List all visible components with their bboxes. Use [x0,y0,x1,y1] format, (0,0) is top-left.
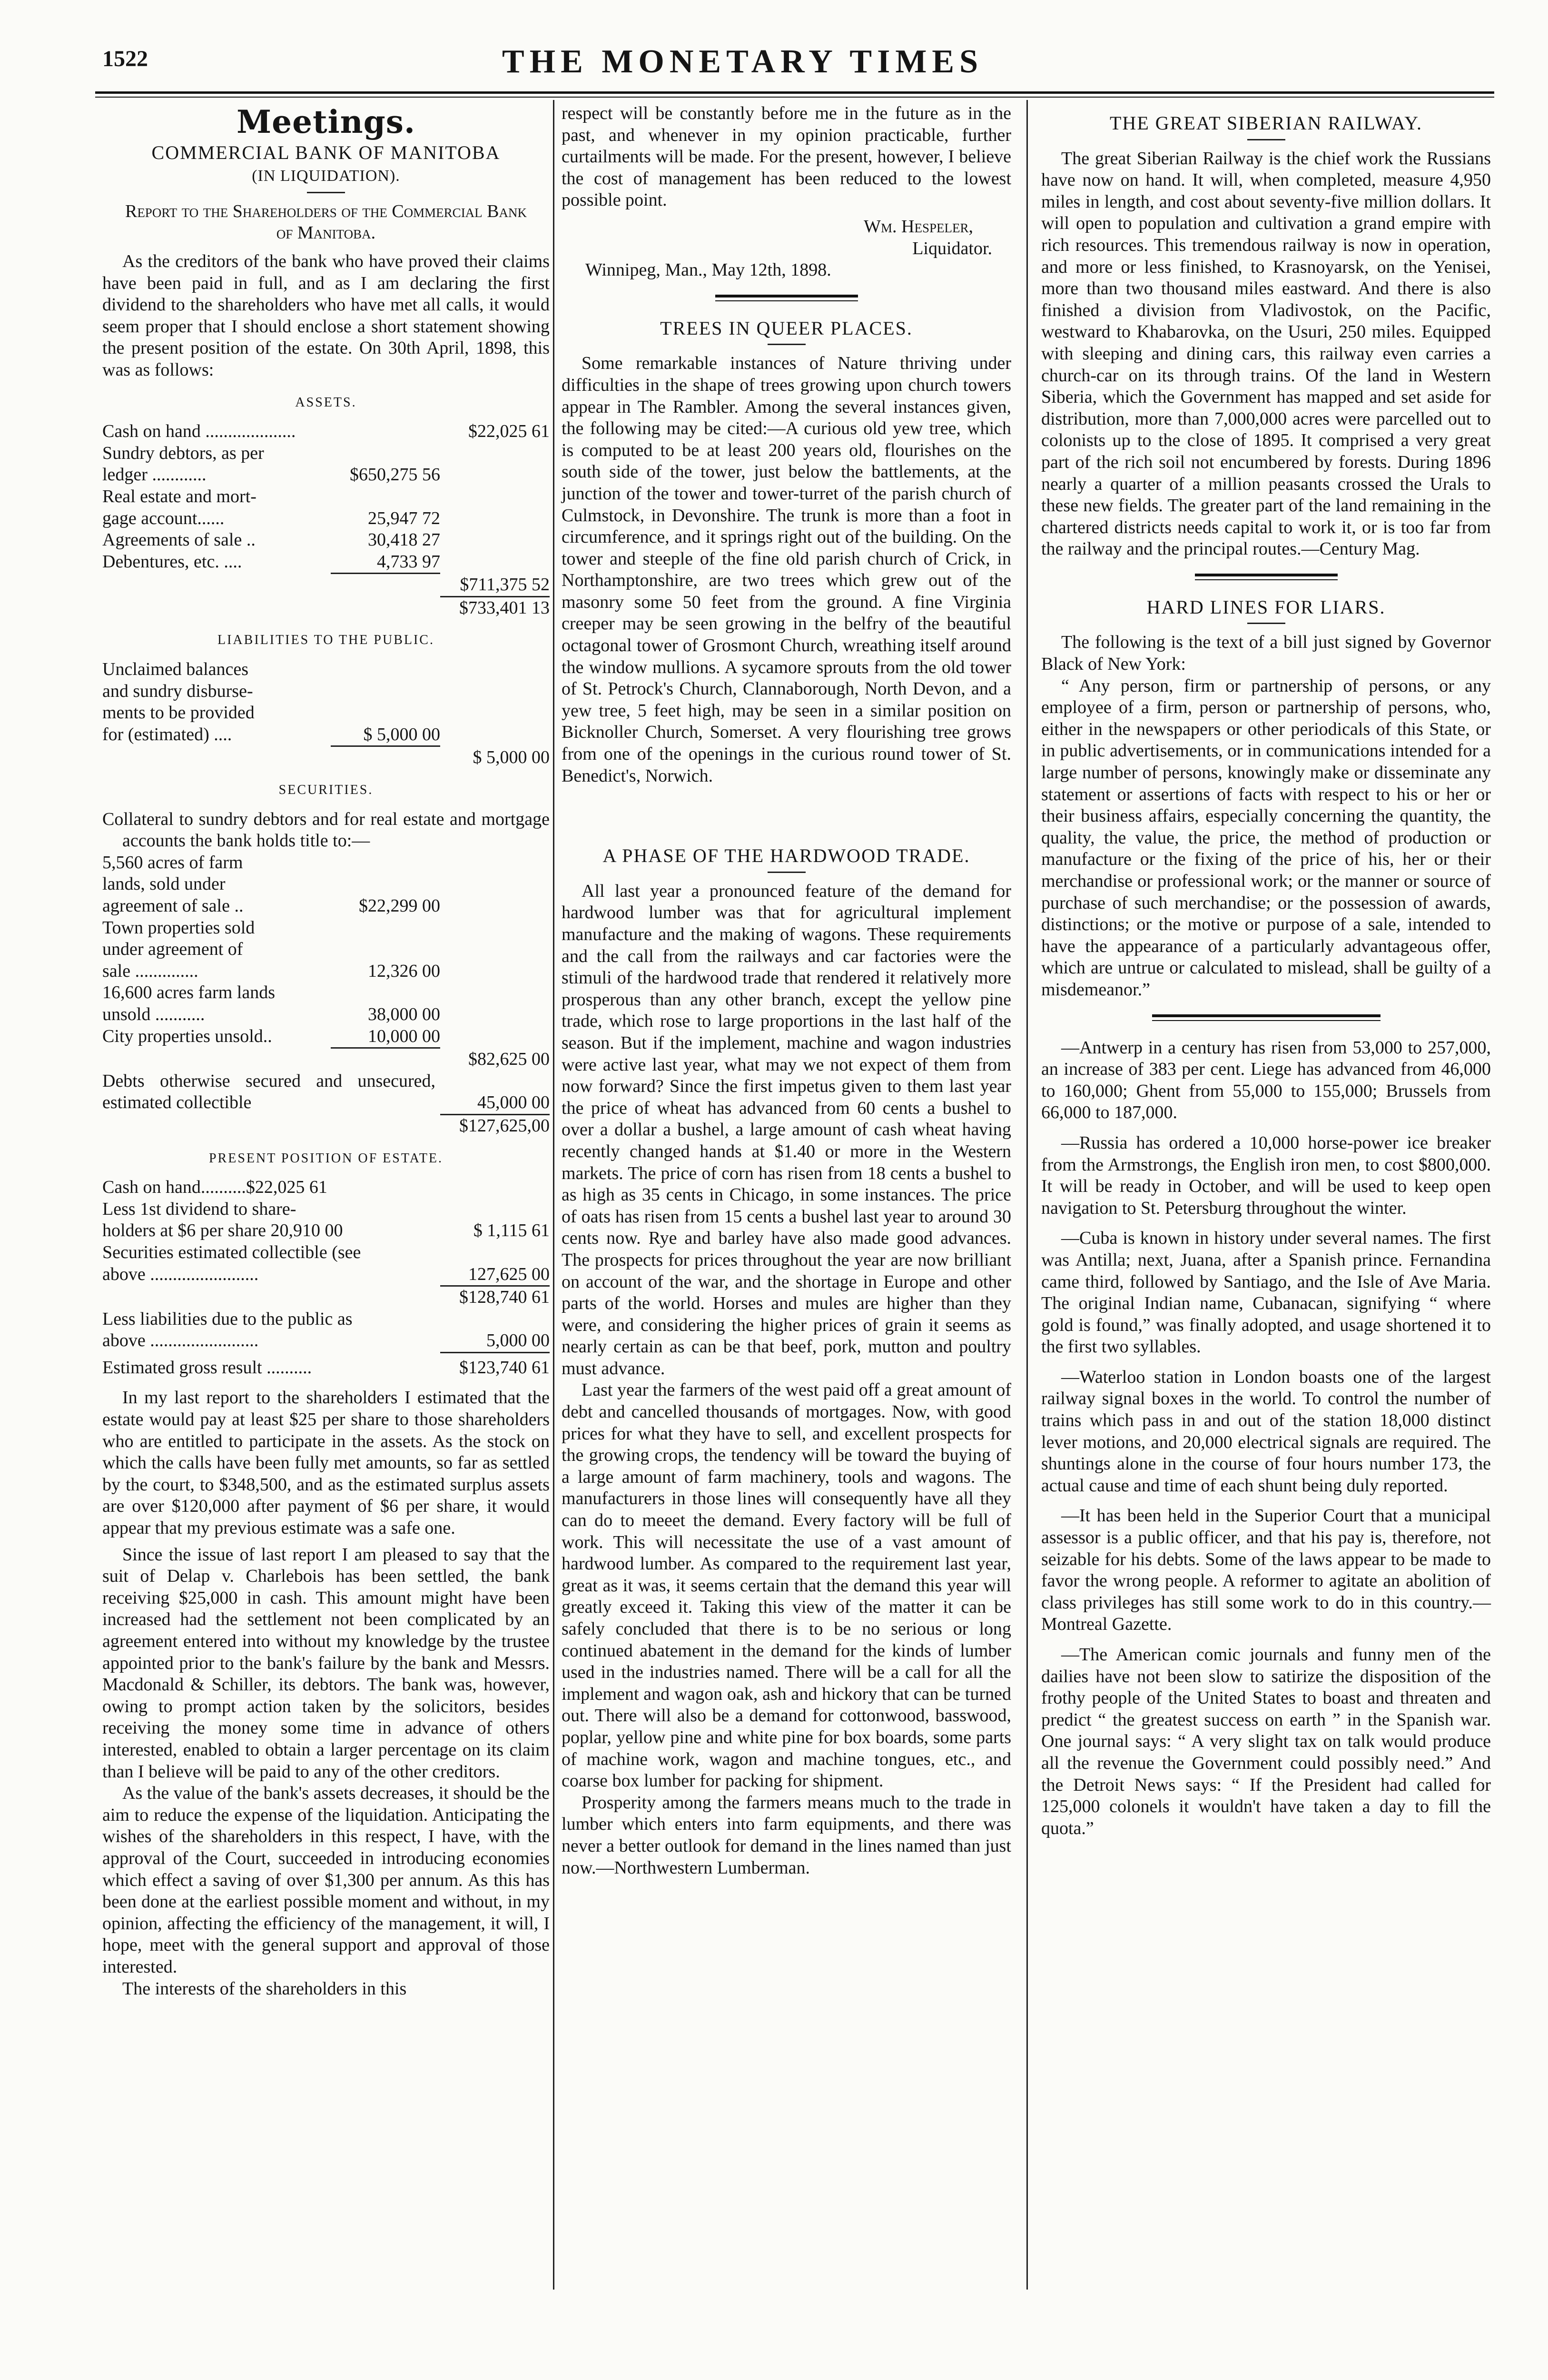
table-row: $128,740 61 [459,1287,550,1308]
table-row: and sundry disburse- [102,681,253,701]
news-item: —Waterloo station in London boasts one of the largest railway signal boxes in the world. To control the number of trains which pass in and out of the station 18,000 distinct lever motions, and 20,000 electrical signals are required. The shuntings alone in the course of four hours number 173, the actual cause and time of each shunt being duly reported. [1041,1367,1491,1496]
table-row: 16,600 acres farm lands [102,982,275,1003]
divider [1247,139,1285,140]
table-heading: ASSETS. [295,395,357,410]
news-item: —Cuba is known in history under several names. The first was Antilla; next, Juana, after a Spanish prince. Fernandina came third, followed by Santiago, and the Isle of Ave Maria. The original Indian name, Cubanacan, signifying “ where gold is found,” was finally adopted, and usage shortened it to the first two syllables. [1041,1228,1491,1357]
paragraph: “ Any person, firm or partnership of persons, or any employee of a firm, person or partnership of persons, who, either in the newspapers or other periodicals of this State, or in public advertisements, or in communications intended for a large number of persons, knowingly make or disseminate any statement or assertions of facts with respect to his or her or their business affairs, especially concerning the quantity, the quality, the value, the price, the method of production or manufacture or the fixing of the price of his, her or their merchandise or professional work; or the manner or source of purchase of such merchandise; or the possession of awards, distinctions; or the motive or purpose of a sale, intended to have the appearance of a particularly advantageous offer, which are untrue or calculated to mislead, shall be guilty of a misdemeanor.” [1041,675,1491,1000]
liabilities-table [102,659,550,769]
table-row: Cash on hand .................... $22,025 61 [102,421,550,442]
table-total: Estimated gross result .......... $123,740 61 [102,1357,550,1378]
paragraph: In my last report to the shareholders I estimated that the estate would pay at least $25 per share to those shareholders who are entitled to participate in the assets. As the stock on which the calls have been fully met amounts, so far as settled by the court, to $348,500, and as the estimated surplus assets are over $120,000 after payment of $6 per share, it would appear that my previous estimate was a safe one. [102,1388,550,1538]
paragraph: Prosperity among the farmers means much to the trade in lumber which enters into farm equipments, and there was never a better outlook for demand in the lines named than just now.—Northwestern Lumberman. [562,1792,1011,1878]
paragraph: The great Siberian Railway is the chief work the Russians have now on hand. It will, when completed, measure 4,950 miles in length, and cost about seventy-five million dollars. It will open to population and cultivation a grand empire with rich resources. This tremendous railway is now in operation, and more or less finished, to Krasnoyarsk, on the Yenisei, more than two thousand miles eastward. And there is also finished a division from Vladivostok, on the Pacific, westward to Khabarovka, on the Usuri, 250 miles. Equipped with sleeping and dining cars, this railway even carries a church-car on its through trains. Of the land in Western Siberia, which the Government has mapped and set aside for distribution, more than 7,000,000 acres were parcelled out to colonists up to the close of 1895. It comprised a very great part of the rich soil not encumbered by forests. During 1896 nearly a quarter of a million peasants crossed the Urals to these new fields. The greater part of the land remaining in the chartered districts needs capital to work it, or is too far from the railway and the principal routes.—Century Mag. [1041,148,1491,559]
table-heading: PRESENT POSITION OF ESTATE. [208,1150,444,1166]
paragraph: The following is the text of a bill just signed by Governor Black of New York: [1041,632,1491,674]
table-row: Debentures, etc. .... 4,733 97 [102,551,440,572]
article-title: THE GREAT SIBERIAN RAILWAY. [1110,112,1422,134]
section-title: Meetings. [237,103,415,140]
report-title: Report to the Shareholders of the Commercial Bank of Manitoba. [125,201,527,243]
news-item: —It has been held in the Superior Court that a municipal assessor is a public officer, and that his pay is, therefore, not seizable for his debts. Some of the laws appear to be made to favor the wrong people. A reformer to agitate an abolition of class privileges has still some work to do in this country.—Montreal Gazette. [1041,1506,1491,1635]
table-row: Debts otherwise secured and unsecured, estimated collectible 45,000 00 [102,1071,550,1113]
column-divider [553,100,554,2290]
column-1 [102,103,550,2000]
signature-title: Liquidator. [912,238,992,258]
divider [1247,623,1285,624]
table-row: Cash on hand..........$22,025 61 [102,1177,327,1198]
article-subtitle: (IN LIQUIDATION). [252,167,400,185]
assets-table [102,421,550,619]
signature-name: Wm. Hespeler, [864,216,973,237]
table-row: Town properties sold [102,917,255,938]
column-2 [562,103,1011,1879]
divider [768,344,806,345]
table-row: gage account...... 25,947 72 [102,508,440,528]
news-item: —Russia has ordered a 10,000 horse-power ice breaker from the Armstrongs, the English iron men, to cost $800,000. It will be ready in October, and will be used to keep open navigation to St. Petersburg throughout the winter. [1041,1132,1491,1218]
table-total: $127,625,00 [459,1115,550,1136]
paragraph: Since the issue of last report I am pleased to say that the suit of Delap v. Charlebois has been settled, the bank receiving $25,000 in cash. This amount might have been increased had the settlement not been complicated by an agreement entered into without my knowledge by the trustee appointed prior to the bank's failure by the bank and Messrs. Macdonald & Schiller, its debtors. The bank was, however, owing to prompt action taken by the solicitors, besides receiving the money some time in advance of others interested, enabled to obtain a larger percentage on its claim than I believe will be paid to any of the other creditors. [102,1544,550,1782]
table-row: above ........................ 127,625 00 [102,1264,550,1284]
table-row: for (estimated) .... $ 5,000 00 [102,724,440,744]
securities-table [102,809,550,1137]
page-number: 1522 [102,46,148,71]
table-row: Real estate and mort- [102,486,256,506]
paragraph: As the creditors of the bank who have proved their claims have been paid in full, and as I am declaring the first dividend to the shareholders who have met all calls, it would seem proper that I should enclose a short statement showing the present position of the estate. On 30th April, 1898, this was as follows: [102,251,550,380]
position-table [102,1177,550,1378]
table-row: holders at $6 per share 20,910 00 $ 1,115 61 [102,1220,550,1241]
table-intro: Collateral to sundry debtors and for real estate and mortgage accounts the bank holds title to:— [102,809,550,851]
dateline: Winnipeg, Man., May 12th, 1898. [585,260,831,280]
paragraph: Some remarkable instances of Nature thriving under difficulties in the shape of trees growing upon church towers appear in The Rambler. Among the several instances given, the following may be cited:—A curious old yew tree, which is computed to be at least 200 years old, flourishes on the south side of the tower, just below the battlements, at the junction of the tower and tower-turret of the parish church of Culmstock, in Devonshire. The trunk is more than a foot in circumference, and it springs right out of the building. On the tower and steeple of the fine old parish church of Crick, in Northamptonshire, are two trees which grew out of the masonry some 50 feet from the ground. A fine Virginia creeper may be seen growing in the belfry of the beautiful octagonal tower of Grosmont Church, wreathing itself around the window mullions. A sycamore sprouts from the old tower of St. Petrock's Church, Clannaborough, North Devon, and a yew tree, 5 feet high, may be seen in a similar position on Bicknoller Church, Somerset. A very flourishing tree grows from one of the openings in the curious round tower of St. Benedict's, Norwich. [562,353,1011,786]
table-row: Securities estimated collectible (see [102,1242,361,1262]
paragraph: respect will be constantly before me in the future as in the past, and whenever in my opinion practicable, further curtailments will be made. For the present, however, I believe the cost of management has been reduced to the lowest possible point. [562,103,1011,210]
sum-rule [440,1352,550,1353]
header-rule [95,91,1494,94]
divider [307,192,345,193]
table-row: 5,560 acres of farm [102,852,243,873]
table-row: under agreement of [102,939,243,960]
double-rule [715,295,858,301]
table-row: agreement of sale .. $22,299 00 [102,896,440,916]
column-divider [1026,100,1028,2290]
column-3 [1041,103,1491,1839]
header-rule-thin [95,97,1494,98]
table-row: unsold ........... 38,000 00 [102,1004,440,1024]
article-title: HARD LINES FOR LIARS. [1146,596,1386,618]
table-row: sale .............. 12,326 00 [102,961,440,981]
table-row: Unclaimed balances [102,659,249,680]
table-row: $711,375 52 [460,575,550,595]
table-row: Sundry debtors, as per [102,443,264,463]
table-row: Less 1st dividend to share- [102,1199,296,1219]
divider [768,872,806,873]
double-rule [1195,574,1338,580]
news-item: —The American comic journals and funny men of the dailies have not been slow to satirize the disposition of the frothy people of the United States to boast and threaten and predict “ the greatest success on earth ” in the Spanish war. One journal says: “ A very slight tax on talk would produce all the revenue the Government could possibly need.” And the Detroit News says: “ If the President had called for 125,000 colonels it wouldn't have taken a day to fill the quota.” [1041,1645,1491,1838]
table-row: above ........................ 5,000 00 [102,1330,550,1351]
paragraph: As the value of the bank's assets decreases, it should be the aim to reduce the expense of the liquidation. Anticipating the wishes of the shareholders in this respect, I have, with the approval of the Court, succeeded in introducing economies which effect a saving of over $1,300 per annum. As this has been done at the earliest possible moment and without, in my opinion, affecting the efficiency of the management, it will, I hope, meet with the general support and approval of those interested. [102,1783,550,1977]
article-title: A PHASE OF THE HARDWOOD TRADE. [602,845,970,867]
double-rule [1152,1014,1380,1021]
table-row: lands, sold under [102,874,226,894]
table-row: City properties unsold.. 10,000 00 [102,1026,440,1046]
article-title: TREES IN QUEER PLACES. [660,317,913,339]
spacer [715,800,858,829]
table-row: Less liabilities due to the public as [102,1309,353,1329]
paragraph: All last year a pronounced feature of the demand for hardwood lumber was that for agricultural implement manufacture and the making of wagons. These requirements and the call from the railways and car factories were the stimuli of the hardwood trade that rendered it relatively more prosperous than any other branch, except the yellow pine trade, which rose to large proportions in the last half of the season. But if the implement, machine and wagon industries were active last year, what may we not expect of them from now forward? Since the first impetus given to them last year the price of wheat has advanced from 60 cents a bushel to over a dollar a bushel, a large amount of cash wheat having recently changed hands at $1.40 or more in the Western markets. The price of corn has risen from 18 cents a bushel to as high as 35 cents in Chicago, in some instances. The price of oats has risen from 15 cents a bushel last year to around 30 cents now. Rye and barley have also made good advances. The prospects for prices throughout the year are now brilliant on account of the war, and the shortage in Europe and other parts of the world. Horses and mules are higher than they were, and considering the higher prices of grain it seems as nearly certain as can be that beef, pork, mutton and poultry must advance. [562,881,1011,1378]
table-row: Agreements of sale .. 30,418 27 [102,530,440,550]
news-item: —Antwerp in a century has risen from 53,000 to 257,000, an increase of 383 per cent. Liege has advanced from 46,000 to 160,000; Ghent from 55,000 to 155,000; Brussels from 66,000 to 187,000. [1041,1037,1491,1123]
table-heading: LIABILITIES TO THE PUBLIC. [217,633,434,648]
page-header [102,43,1482,80]
paragraph: Last year the farmers of the west paid off a great amount of debt and cancelled thousands of mortgages. Now, with good prices for what they have to sell, and excellent prospects for the growing crops, the tendency will be toward the buying of a large amount of farm machinery, tools and wagons. The manufacturers in those lines will consequently have all they can do to meeet the demand. Every factory will be full of work. This will necessitate the use of a vast amount of hardwood lumber. As compared to the requirement last year, great as it was, it seems certain that the demand this year will greatly exceed it. Taking this view of the matter it can be safely concluded that there is to be no serious or long continued abatement in the demand for the kinds of lumber used in the industries named. There will be a call for all the implement and wagon oak, ash and hickory that can be turned out. There will also be a demand for cottonwood, basswood, poplar, yellow pine and white pine for box boards, some parts of machine work, wagon and machine tongues, etc., and coarse box lumber for packing for shipment. [562,1380,1011,1791]
article-title: COMMERCIAL BANK OF MANITOBA [151,141,501,163]
table-row: $82,625 00 [468,1049,550,1070]
table-row: ments to be provided [102,703,255,723]
table-heading: SECURITIES. [278,783,374,798]
table-row: ledger ............ $650,275 56 [102,465,440,485]
table-total: $ 5,000 00 [473,747,550,768]
masthead: THE MONETARY TIMES [502,43,984,80]
table-total: $733,401 13 [459,597,550,618]
paragraph: The interests of the shareholders in this [122,1978,407,1999]
